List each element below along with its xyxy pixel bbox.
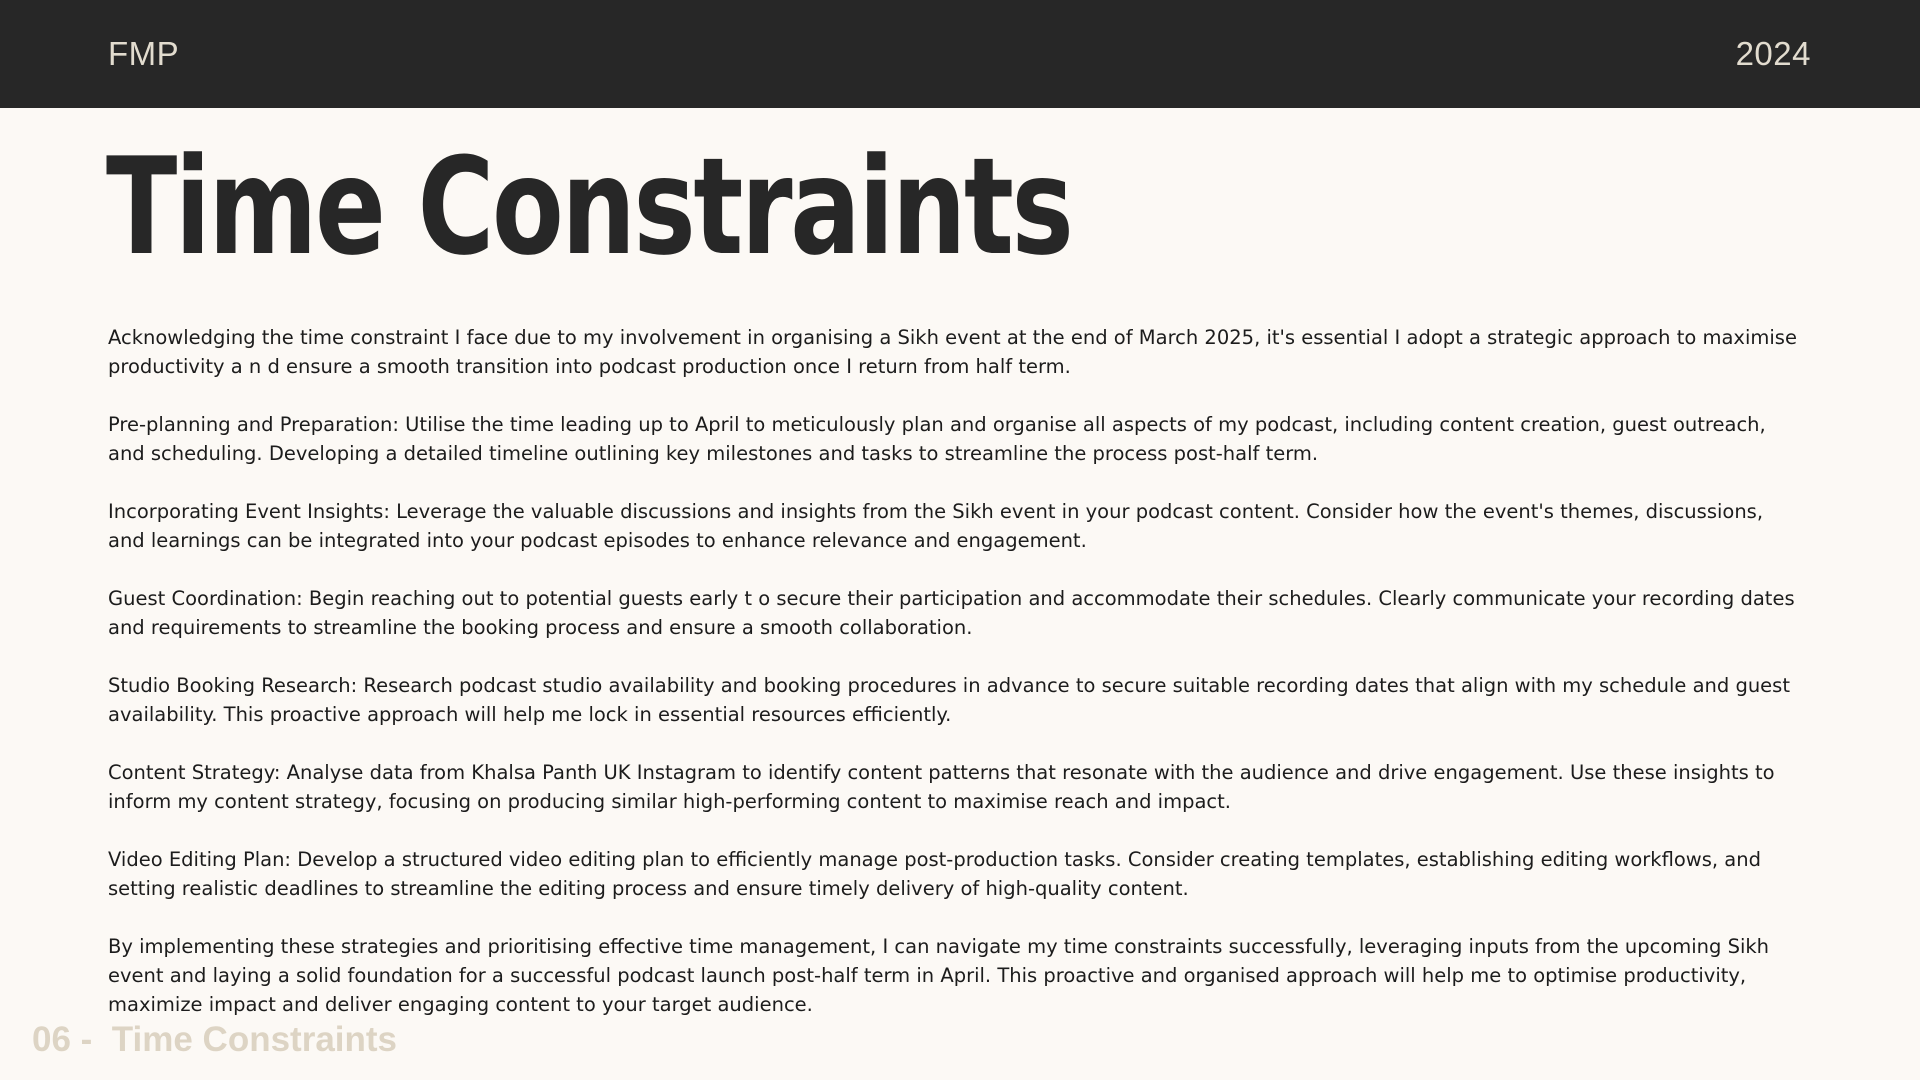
conclusion-paragraph: By implementing these strategies and prioritising effective time management, I can navigate my time constraints successfully, leveraging inputs from the upcoming Sikh event and laying a solid foundation for a successful podcast launch post-half term in April. This proactive and organised approach will help me to optimise productivity, maximize impact and deliver engaging content to your target audience. <box>108 935 1770 1016</box>
header-project-label: FMP <box>108 35 180 72</box>
guest-coordination-paragraph: Guest Coordination: Begin reaching out to potential guests early t o secure their participation and accommodate their schedules. Clearly communicate your recording dates and requirements to streamline the booking process and ensure a smooth collaboration. <box>108 587 1795 639</box>
preplanning-paragraph: Pre-planning and Preparation: Utilise the time leading up to April to meticulously plan and organise all aspects of my podcast, including content creation, guest outreach, and scheduling. Developing a detailed timeline outlining key milestones and tasks to streamline the process post-half term. <box>108 413 1766 465</box>
intro-paragraph: Acknowledging the time constraint I face due to my involvement in organising a Sikh event at the end of March 2025, it's essential I adopt a strategic approach to maximise productivity a n d ensure a smooth transition into podcast production once I return from half term. <box>108 326 1797 378</box>
studio-booking-paragraph: Studio Booking Research: Research podcast studio availability and booking procedures in advance to secure suitable recording dates that align with my schedule and guest availability. This proactive approach will help me lock in essential resources efficiently. <box>108 674 1790 726</box>
footer-section-label: 06 - Time Constraints <box>32 1020 398 1059</box>
header-year-label: 2024 <box>1735 35 1811 72</box>
body-text <box>108 323 1798 1048</box>
header-bar <box>0 0 1920 108</box>
video-editing-paragraph: Video Editing Plan: Develop a structured video editing plan to efficiently manage post-production tasks. Consider creating templates, establishing editing workflows, and setting realistic deadlines to streamline the editing process and ensure timely delivery of high-quality content. <box>108 848 1761 900</box>
content-strategy-paragraph: Content Strategy: Analyse data from Khalsa Panth UK Instagram to identify content patterns that resonate with the audience and drive engagement. Use these insights to inform my content strategy, focusing on producing similar high-performing content to maximise reach and impact. <box>108 761 1775 813</box>
page-title: Time Constraints <box>106 129 1072 285</box>
event-insights-paragraph: Incorporating Event Insights: Leverage the valuable discussions and insights from the Sikh event in your podcast content. Consider how the event's themes, discussions, and learnings can be integrated into your podcast episodes to enhance relevance and engagement. <box>108 500 1764 552</box>
